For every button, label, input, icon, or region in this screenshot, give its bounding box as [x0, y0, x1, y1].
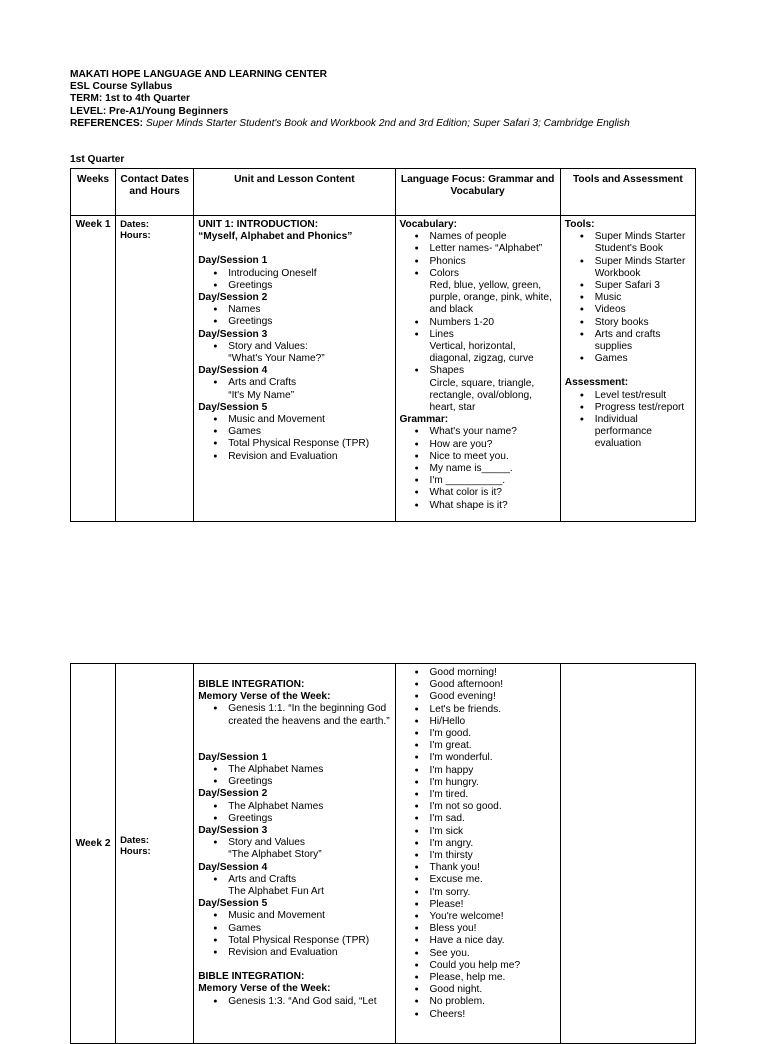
unit-cell	[194, 216, 395, 522]
session-items	[198, 801, 390, 825]
list-item: ● I'm good.	[430, 728, 556, 740]
list-item: ● Colors	[430, 268, 556, 280]
list-item: ● Letter names- “Alphabet”	[430, 243, 556, 255]
list-item: ● You're welcome!	[430, 911, 556, 923]
list-item: ● Hi/Hello	[430, 716, 556, 728]
language-cell	[395, 216, 560, 522]
list-item: ● Progress test/report	[595, 402, 691, 414]
list-item: ● Music and Movement	[228, 414, 390, 426]
list-item: ● What shape is it?	[430, 500, 556, 512]
list-item: ● Numbers 1-20	[430, 317, 556, 329]
list-item: ● I'm happy	[430, 765, 556, 777]
memory-verse: ● Genesis 1:1. “In the beginning God created the heavens and the earth.”	[228, 703, 390, 727]
header-tools: Tools and Assessment	[560, 169, 695, 216]
list-item: ● I'm thirsty	[430, 850, 556, 862]
list-item: ● Excuse me.	[430, 874, 556, 886]
list-item: ● Let's be friends.	[430, 704, 556, 716]
list-item: ● Super Minds Starter Workbook	[595, 256, 691, 280]
session-list	[198, 752, 390, 959]
vocab-label: Vocabulary:	[399, 219, 458, 230]
hours-label: Hours:	[120, 230, 151, 241]
list-item: ● Bless you!	[430, 923, 556, 935]
header-unit: Unit and Lesson Content	[194, 169, 395, 216]
document-header	[70, 69, 750, 130]
session-title: Day/Session 1	[198, 751, 268, 763]
list-item: ● Super Minds Starter Student's Book	[595, 231, 691, 255]
session-extra: “It's My Name”	[228, 389, 295, 401]
syllabus-table-week2	[70, 663, 696, 1044]
session-title: Day/Session 3	[198, 328, 268, 340]
list-item: ● Revision and Evaluation	[228, 451, 390, 463]
list-item: ● Music	[595, 292, 691, 304]
list-item: ● Good morning!	[430, 667, 556, 679]
quarter-label: 1st Quarter	[70, 154, 125, 165]
header-contact: Contact Dates and Hours	[116, 169, 194, 216]
session-items	[198, 874, 390, 898]
dates-label: Dates:	[120, 834, 150, 846]
list-item: ● Greetings	[228, 776, 390, 788]
list-item: ● Greetings	[228, 316, 390, 328]
list-item: ● Games	[595, 353, 691, 365]
assessment-list	[565, 390, 691, 451]
list-item: ● I'm hungry.	[430, 777, 556, 789]
list-item: ● I'm great.	[430, 740, 556, 752]
list-item: ● I'm sorry.	[430, 887, 556, 899]
tools-cell	[560, 216, 695, 522]
list-item: ● Thank you!	[430, 862, 556, 874]
memory-verse-label: Memory Verse of the Week:	[198, 691, 331, 703]
grammar-list	[400, 426, 556, 511]
list-item: ● Introducing Oneself	[228, 268, 390, 280]
bible-integration-label: BIBLE INTEGRATION:	[198, 679, 305, 690]
session-items	[198, 837, 390, 861]
list-item: ● See you.	[430, 948, 556, 960]
session-list	[198, 255, 390, 462]
list-item: ● What color is it?	[430, 487, 556, 499]
session-items	[198, 764, 390, 788]
session-title: Day/Session 2	[198, 292, 268, 304]
table-header-row	[71, 169, 696, 216]
session-title: Day/Session 1	[198, 255, 268, 267]
session-extra: “The Alphabet Story”	[228, 849, 322, 861]
phrase-list	[400, 667, 556, 1021]
unit-subtitle: “Myself, Alphabet and Phonics”	[198, 231, 353, 243]
session-items	[198, 910, 390, 959]
list-item: ● I'm not so good.	[430, 801, 556, 813]
list-item: ● Games	[228, 426, 390, 438]
dates-label: Dates:	[120, 219, 150, 230]
session-items	[198, 414, 390, 463]
session-items	[198, 304, 390, 328]
language-cell	[395, 664, 560, 1044]
list-item: ● Story books	[595, 317, 691, 329]
list-item: ● Arts and Crafts	[228, 377, 390, 389]
contact-cell	[116, 664, 194, 1044]
unit-cell	[194, 664, 395, 1044]
list-item: ● Nice to meet you.	[430, 451, 556, 463]
references-label: REFERENCES:	[70, 117, 144, 129]
week-cell	[71, 664, 116, 1044]
list-item: ● Total Physical Response (TPR)	[228, 935, 390, 947]
list-item: ● Have a nice day.	[430, 935, 556, 947]
header-language: Language Focus: Grammar and Vocabulary	[395, 169, 560, 216]
list-item: ● Level test/result	[595, 390, 691, 402]
session-items	[198, 377, 390, 401]
list-item: ● Phonics	[430, 256, 556, 268]
table-row	[71, 664, 696, 1044]
contact-cell	[116, 216, 194, 522]
list-item: ● Greetings	[228, 280, 390, 292]
list-item: ● The Alphabet Names	[228, 764, 390, 776]
list-item: ● Could you help me?	[430, 960, 556, 972]
list-item: ● Super Safari 3	[595, 280, 691, 292]
tools-list	[565, 231, 691, 365]
list-item: ● The Alphabet Names	[228, 801, 390, 813]
list-item: ● Total Physical Response (TPR)	[228, 438, 390, 450]
org-name: MAKATI HOPE LANGUAGE AND LEARNING CENTER	[70, 69, 327, 80]
list-item: ● Revision and Evaluation	[228, 947, 390, 959]
session-title: Day/Session 5	[198, 401, 268, 413]
tools-label: Tools:	[564, 219, 595, 230]
session-title: Day/Session 2	[198, 788, 268, 800]
list-item-detail: Red, blue, yellow, green, purple, orange, pink, white, and black	[429, 280, 552, 316]
session-extra: “What's Your Name?”	[228, 353, 325, 365]
list-item: ● Please!	[430, 899, 556, 911]
list-item: ● Arts and crafts supplies	[595, 329, 691, 353]
list-item: ● I'm angry.	[430, 838, 556, 850]
list-item: ● Games	[228, 923, 390, 935]
session-title: Day/Session 3	[198, 825, 268, 837]
list-item: ● I'm wonderful.	[430, 752, 556, 764]
list-item: ● Individual performance evaluation	[595, 414, 691, 451]
term-line: TERM: 1st to 4th Quarter	[70, 93, 190, 105]
list-item: ● Good afternoon!	[430, 679, 556, 691]
session-items	[198, 268, 390, 292]
references-text: Super Minds Starter Student's Book and Workbook 2nd and 3rd Edition; Super Safari 3; Cambridge English	[145, 117, 630, 129]
hours-label: Hours:	[120, 845, 151, 857]
week-label: Week 2	[75, 837, 111, 849]
session-items	[198, 341, 390, 365]
vocab-list	[400, 231, 556, 414]
list-item-detail: Circle, square, triangle, rectangle, oval/oblong, heart, star	[429, 377, 535, 414]
list-item: ● I'm sick	[430, 826, 556, 838]
list-item: ● Arts and Crafts	[228, 874, 390, 886]
grammar-label: Grammar:	[399, 414, 449, 426]
list-item: ● Names	[228, 304, 390, 316]
session-title: Day/Session 4	[198, 365, 268, 377]
list-item: ● Cheers!	[430, 1009, 556, 1021]
memory-verse-list-2	[198, 996, 390, 1008]
week-cell: Week 1	[71, 216, 116, 522]
list-item: ● Story and Values:	[228, 341, 390, 353]
session-extra: The Alphabet Fun Art	[228, 886, 324, 898]
list-item: ● Greetings	[228, 813, 390, 825]
list-item: ● Videos	[595, 304, 691, 316]
list-item: ● No problem.	[430, 996, 556, 1008]
list-item: ● Names of people	[430, 231, 556, 243]
unit-title: UNIT 1: INTRODUCTION:	[198, 219, 319, 230]
list-item: ● I'm sad.	[430, 813, 556, 825]
list-item: ● Shapes	[430, 365, 556, 377]
memory-verse-label-2: Memory Verse of the Week:	[198, 983, 331, 995]
header-weeks: Weeks	[71, 169, 116, 216]
course-title: ESL Course Syllabus	[70, 81, 173, 93]
list-item: ● Please, help me.	[430, 972, 556, 984]
references-line	[70, 118, 750, 130]
list-item: ● I'm __________.	[430, 475, 556, 487]
memory-verse-2: ● Genesis 1:3. “And God said, “Let	[228, 996, 390, 1008]
bible-integration-label-2: BIBLE INTEGRATION:	[198, 971, 305, 983]
list-item: ● My name is_____.	[430, 463, 556, 475]
list-item: ● What's your name?	[430, 426, 556, 438]
list-item-detail: Vertical, horizontal, diagonal, zigzag, curve	[429, 341, 534, 365]
list-item: ● How are you?	[430, 439, 556, 451]
list-item: ● Lines	[430, 329, 556, 341]
list-item: ● I'm tired.	[430, 789, 556, 801]
list-item: ● Good night.	[430, 984, 556, 996]
syllabus-table-week1	[70, 168, 696, 522]
tools-cell	[560, 664, 695, 1044]
session-title: Day/Session 4	[198, 861, 268, 873]
list-item: ● Story and Values	[228, 837, 390, 849]
list-item: ● Good evening!	[430, 691, 556, 703]
list-item: ● Music and Movement	[228, 910, 390, 922]
memory-verse-list	[198, 703, 390, 727]
assessment-label: Assessment:	[564, 377, 629, 389]
level-line: LEVEL: Pre-A1/Young Beginners	[70, 105, 229, 117]
table-row	[71, 216, 696, 522]
session-title: Day/Session 5	[198, 898, 268, 910]
